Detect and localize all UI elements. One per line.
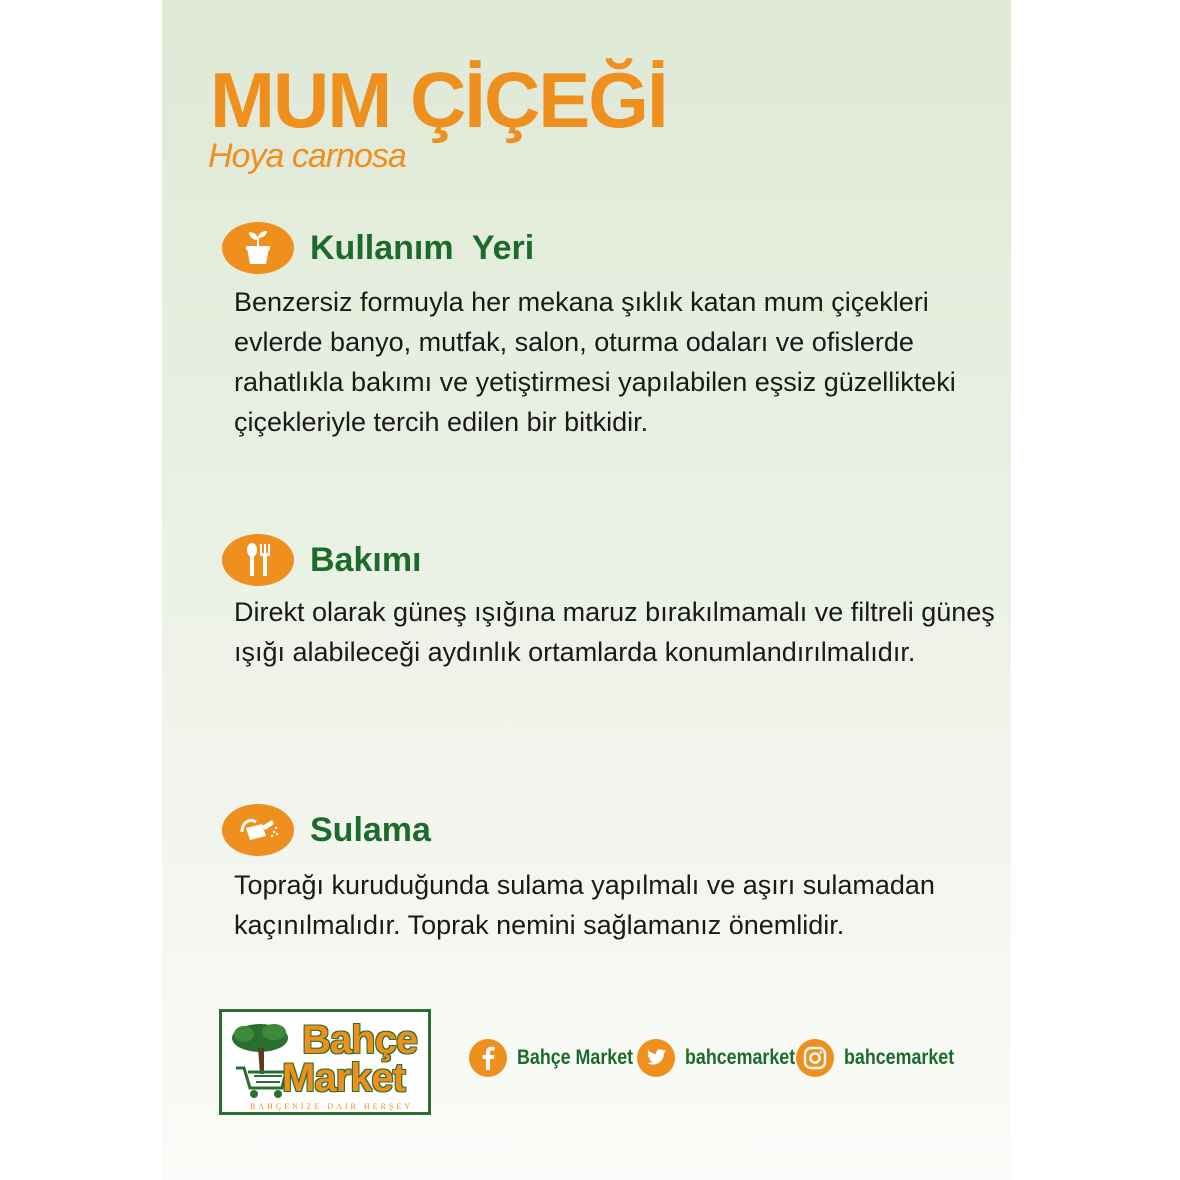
social-instagram[interactable] [796,1038,974,1078]
instagram-label: bahcemarket [844,1046,955,1069]
logo-text-line1: Bahçe [302,1018,418,1062]
twitter-label: bahcemarket [685,1046,796,1069]
watering-can-icon [222,804,294,856]
section-text-care: Direkt olarak güneş ışığına maruz bırakılmamalı ve filtreli güneş ışığı alabileceği aydınlık ortamlarda konumlandırılmalıdır. [234,597,995,667]
logo-tagline: BAHÇENİZE DAİR HERŞEY [250,1102,413,1111]
section-heading-watering: Sulama [310,811,431,849]
instagram-icon [796,1039,834,1077]
potted-plant-icon [222,222,294,274]
social-facebook[interactable] [469,1038,654,1078]
page-title: MUM ÇİÇEĞİ [210,56,667,144]
section-text-watering: Toprağı kuruduğunda sulama yapılmalı ve aşırı sulamadan kaçınılmalıdır. Toprak nemini sağlamanız önemlidir. [234,870,935,940]
section-text-usage: Benzersiz formuyla her mekana şıklık katan mum çiçekleri evlerde banyo, mutfak, salon, oturma odaları ve ofislerde rahatlıkla bakımı ve yetiştirmesi yapılabilen eşsiz güzellikteki çiçekleriyle tercih edilen bir bitkidir. [234,287,956,437]
garden-tools-icon [222,534,294,586]
social-twitter[interactable] [637,1038,815,1078]
section-heading-usage: Kullanım Yeri [310,229,535,267]
bahce-market-logo [219,1009,431,1115]
product-card [162,0,1011,1180]
latin-name: Hoya carnosa [208,137,406,175]
logo-text-line2: Market [282,1056,405,1100]
facebook-label: Bahçe Market [517,1046,634,1069]
twitter-icon [637,1039,675,1077]
facebook-icon [469,1039,507,1077]
section-heading-care: Bakımı [310,541,422,579]
